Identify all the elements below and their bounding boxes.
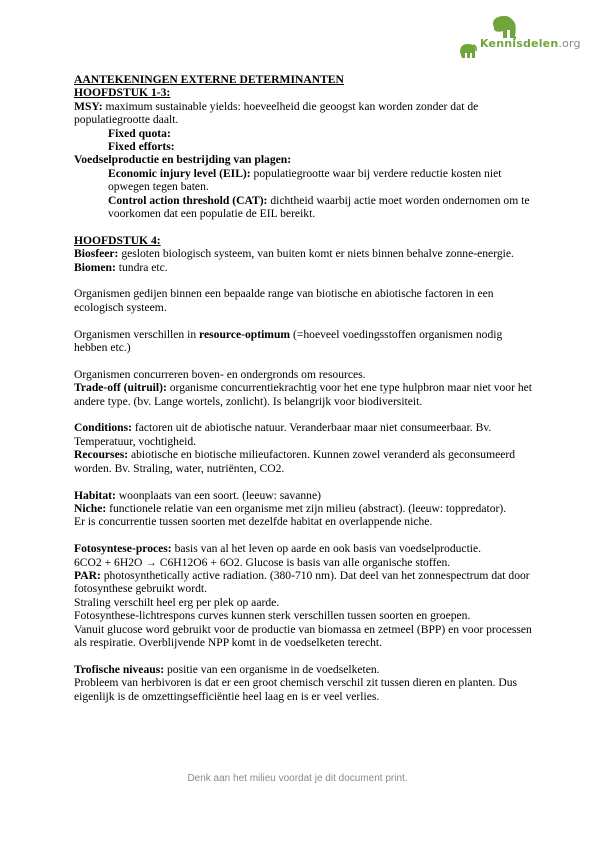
fotosyntese-paragraph bbox=[74, 542, 534, 555]
page-footer: Denk aan het milieu voordat je dit document print. bbox=[187, 773, 408, 784]
recourses-paragraph bbox=[74, 448, 534, 475]
msy-text: maximum sustainable yields: hoeveelheid die geoogst kan worden zonder dat de populatiegrootte daalt. bbox=[74, 99, 479, 127]
heading-chapter-1-3: HOOFDSTUK 1-3: bbox=[74, 86, 171, 100]
voedsel-label: Voedselproductie en bestrijding van plagen: bbox=[74, 153, 292, 167]
cat-label: Control action threshold (CAT): bbox=[108, 193, 268, 207]
concurrentie-paragraph: Er is concurrentie tussen soorten met dezelfde habitat en overlappende niche. bbox=[74, 515, 433, 529]
tradeoff-label: Trade-off (uitruil): bbox=[74, 381, 167, 395]
niche-paragraph bbox=[74, 502, 534, 515]
document-title: AANTEKENINGEN EXTERNE DETERMINANTEN bbox=[74, 73, 344, 86]
eil-label: Economic injury level (EIL): bbox=[108, 166, 251, 180]
niche-label: Niche: bbox=[74, 501, 107, 515]
tradeoff-text: organisme concurrentiekrachtig voor het ene type hulpbron maar niet voor het andere type. (bv. Lange wortels, zonlicht). Is belangrijk voor biodiversiteit. bbox=[74, 381, 533, 408]
fixed-quota bbox=[74, 127, 534, 140]
biomen-paragraph bbox=[74, 261, 534, 274]
resopt-label: resource-optimum bbox=[199, 327, 291, 341]
trofische-text: positie van een organisme in de voedselketen. bbox=[164, 662, 380, 676]
cat-text: dichtheid waarbij actie moet worden ondernomen om te voorkomen dat een populatie de EIL bereikt. bbox=[108, 193, 530, 221]
eil-text: populatiegrootte waar bij verdere reductie kosten niet opwegen tegen baten. bbox=[108, 166, 502, 194]
logo-brand: Kennisdelen bbox=[480, 37, 559, 50]
niche-text: functionele relatie van een organisme met zijn milieu (abstract). (leeuw: toppredator). bbox=[106, 501, 507, 515]
par-paragraph bbox=[74, 569, 534, 596]
par-text: photosynthetically active radiation. (380-710 nm). Dat deel van het zonnespectrum dat door fotosynthese gebruikt wordt. bbox=[74, 568, 530, 596]
organismen-range-paragraph: Organismen gedijen binnen een bepaalde range van biotische en abiotische factoren in een ecologisch systeem. bbox=[74, 287, 494, 314]
biomen-text: tundra etc. bbox=[115, 260, 168, 274]
par-label: PAR: bbox=[74, 568, 101, 582]
kennisdelen-logo bbox=[458, 14, 581, 62]
fixed-efforts-label: Fixed efforts: bbox=[108, 140, 175, 154]
biosfeer-paragraph bbox=[74, 247, 534, 260]
eil-paragraph bbox=[74, 167, 534, 194]
resopt-post: (=hoeveel voedingsstoffen organismen nodig hebben etc.) bbox=[74, 327, 503, 355]
trofische-label: Trofische niveaus: bbox=[74, 662, 165, 676]
habitat-label: Habitat: bbox=[74, 488, 116, 502]
fotosyntese-label: Fotosyntese-proces: bbox=[74, 542, 172, 556]
conditions-text: factoren uit de abiotische natuur. Veranderbaar maar niet consumeerbaar. Bv. Temperatuur, vochtigheid. bbox=[74, 421, 492, 448]
biomen-label: Biomen: bbox=[74, 260, 116, 274]
lichtrespons-line: Fotosynthese-lichtrespons curves kunnen sterk verschillen tussen soorten en groepen. bbox=[74, 609, 471, 623]
voedsel-heading bbox=[74, 153, 534, 166]
cat-paragraph bbox=[74, 194, 534, 221]
resopt-pre: Organismen verschillen in bbox=[74, 327, 200, 341]
heading-chapter-4: HOOFDSTUK 4: bbox=[74, 233, 161, 247]
fixed-quota-label: Fixed quota: bbox=[108, 126, 171, 140]
trofische-paragraph bbox=[74, 663, 534, 676]
glucose-paragraph: Vanuit glucose word gebruikt voor de productie van biomassa en zetmeel (BPP) en voor processen als respiratie. Overblijvende NPP komt in de voedselketen terecht. bbox=[74, 622, 532, 649]
tradeoff-paragraph bbox=[74, 381, 534, 408]
msy-paragraph bbox=[74, 100, 534, 127]
concurreren-paragraph: Organismen concurreren boven- en ondergronds om resources. bbox=[74, 367, 366, 381]
fixed-efforts bbox=[74, 140, 534, 153]
document-body bbox=[74, 73, 534, 703]
biosfeer-label: Biosfeer: bbox=[74, 247, 119, 261]
resource-optimum-paragraph bbox=[74, 328, 534, 355]
msy-label: MSY: bbox=[74, 99, 103, 113]
herbivoren-paragraph: Probleem van herbivoren is dat er een groot chemisch verschil zit tussen dieren en planten. Dus eigenlijk is de omzettingsefficiëntie heel laag en is er veel verlies. bbox=[74, 676, 518, 703]
habitat-text: woonplaats van een soort. (leeuw: savanne) bbox=[115, 488, 321, 502]
straling-line: Straling verschilt heel erg per plek op aarde. bbox=[74, 595, 280, 609]
logo-tld: .org bbox=[558, 37, 581, 50]
conditions-label: Conditions: bbox=[74, 421, 132, 435]
habitat-paragraph bbox=[74, 489, 534, 502]
biosfeer-text: gesloten biologisch systeem, van buiten komt er niets binnen behalve zonne-energie. bbox=[118, 247, 514, 261]
recourses-text: abiotische en biotische milieufactoren. Kunnen zowel veranderd als geconsumeerd worden. Bv. Straling, water, nutriënten, CO2. bbox=[74, 448, 516, 475]
recourses-label: Recourses: bbox=[74, 448, 129, 462]
formula-line: 6CO2 + 6H2O → C6H12O6 + 6O2. Glucose is basis van alle organische stoffen. bbox=[74, 555, 451, 569]
fotosyntese-text: basis van al het leven op aarde en ook basis van voedselproductie. bbox=[171, 542, 482, 556]
conditions-paragraph bbox=[74, 421, 534, 448]
